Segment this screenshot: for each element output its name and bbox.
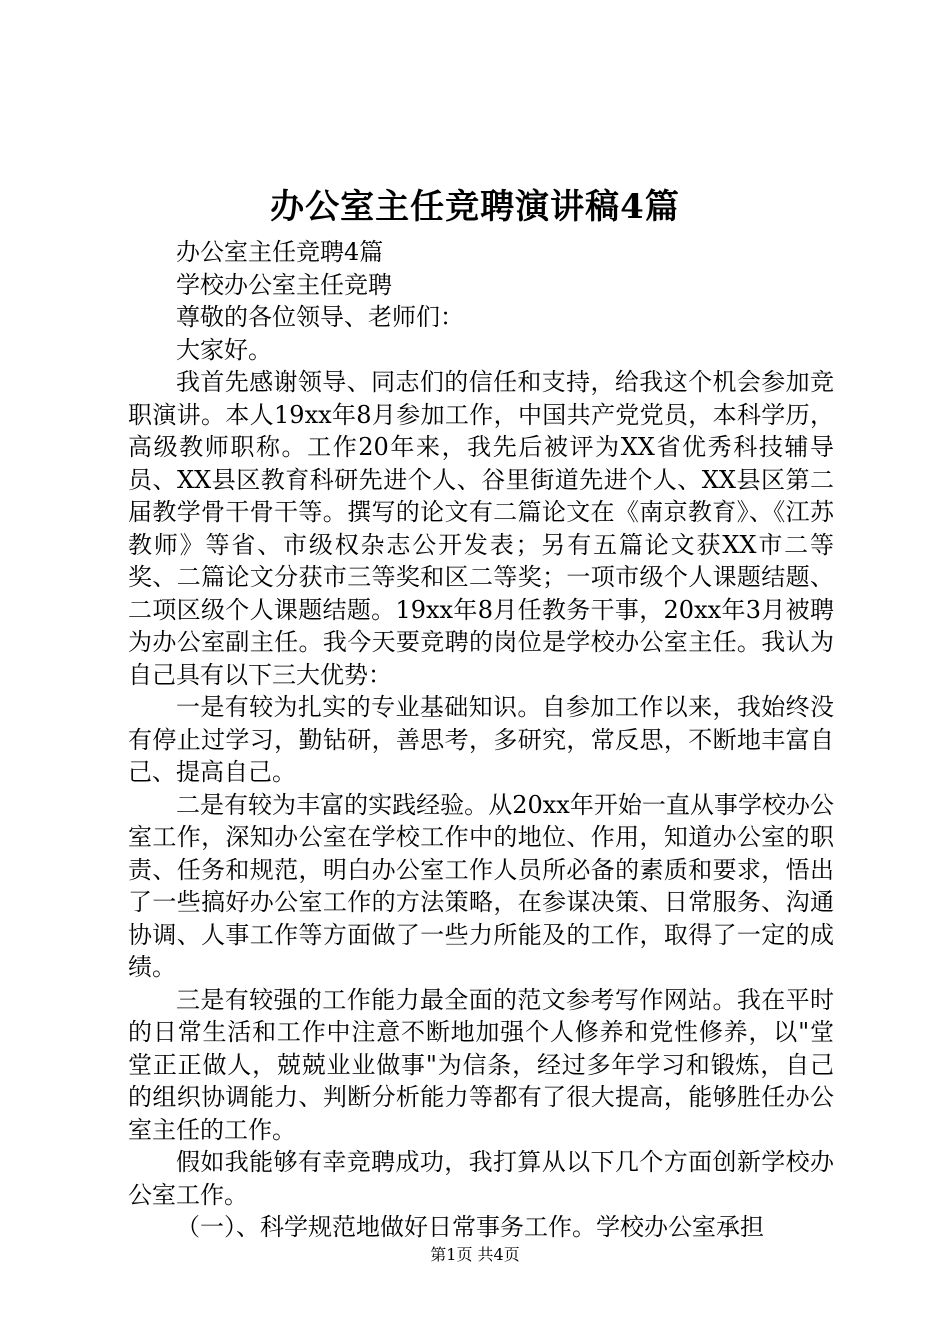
paragraph: 三是有较强的工作能力最全面的范文参考写作网站。我在平时的日常生活和工作中注意不断地加强个人修养和党性修养，以"堂堂正正做人，兢兢业业做事"为信条，经过多年学习和锻炼，自己的组织协调能力、判断分析能力等都有了很大提高，能够胜任办公室主任的工作。 (128, 985, 834, 1144)
paragraph: 一是有较为扎实的专业基础知识。自参加工作以来，我始终没有停止过学习，勤钻研，善思考，多研究，常反思，不断地丰富自己、提高自己。 (128, 693, 834, 786)
paragraph: 学校办公室主任竞聘 (176, 270, 392, 299)
paragraph: 二是有较为丰富的实践经验。从20xx年开始一直从事学校办公室工作，深知办公室在学校工作中的地位、作用，知道办公室的职责、任务和规范，明白办公室工作人员所必备的素质和要求，悟出了一些搞好办公室工作的方法策略，在参谋决策、日常服务、沟通协调、人事工作等方面做了一些力所能及的工作，取得了一定的成绩。 (128, 790, 834, 981)
paragraph: 尊敬的各位领导、老师们： (176, 303, 464, 331)
document-body (128, 236, 834, 1244)
paragraph: 我首先感谢领导、同志们的信任和支持，给我这个机会参加竞职演讲。本人19xx年8月参加工作，中国共产党党员，本科学历，高级教师职称。工作20年来，我先后被评为XX省优秀科技辅导员、XX县区教育科研先进个人、谷里街道先进个人、XX县区第二届教学骨干骨干等。撰写的论文有二篇论文在《南京教育》、《江苏教师》等省、市级权杂志公开发表；另有五篇论文获XX市二等奖、二篇论文分获市三等奖和区二等奖；一项市级个人课题结题、二项区级个人课题结题。19xx年8月任教务干事，20xx年3月被聘为办公室副主任。我今天要竞聘的岗位是学校办公室主任。我认为自己具有以下三大优势： (128, 368, 834, 689)
paragraph: 大家好。 (176, 335, 272, 364)
page-footer: 第1页 共4页 (430, 1245, 520, 1264)
document-title: 办公室主任竞聘演讲稿4篇 (270, 187, 680, 227)
paragraph: 假如我能够有幸竞聘成功，我打算从以下几个方面创新学校办公室工作。 (128, 1148, 834, 1209)
paragraph: （一）、科学规范地做好日常事务工作。学校办公室承担 (176, 1213, 764, 1241)
paragraph: 办公室主任竞聘4篇 (176, 238, 384, 266)
